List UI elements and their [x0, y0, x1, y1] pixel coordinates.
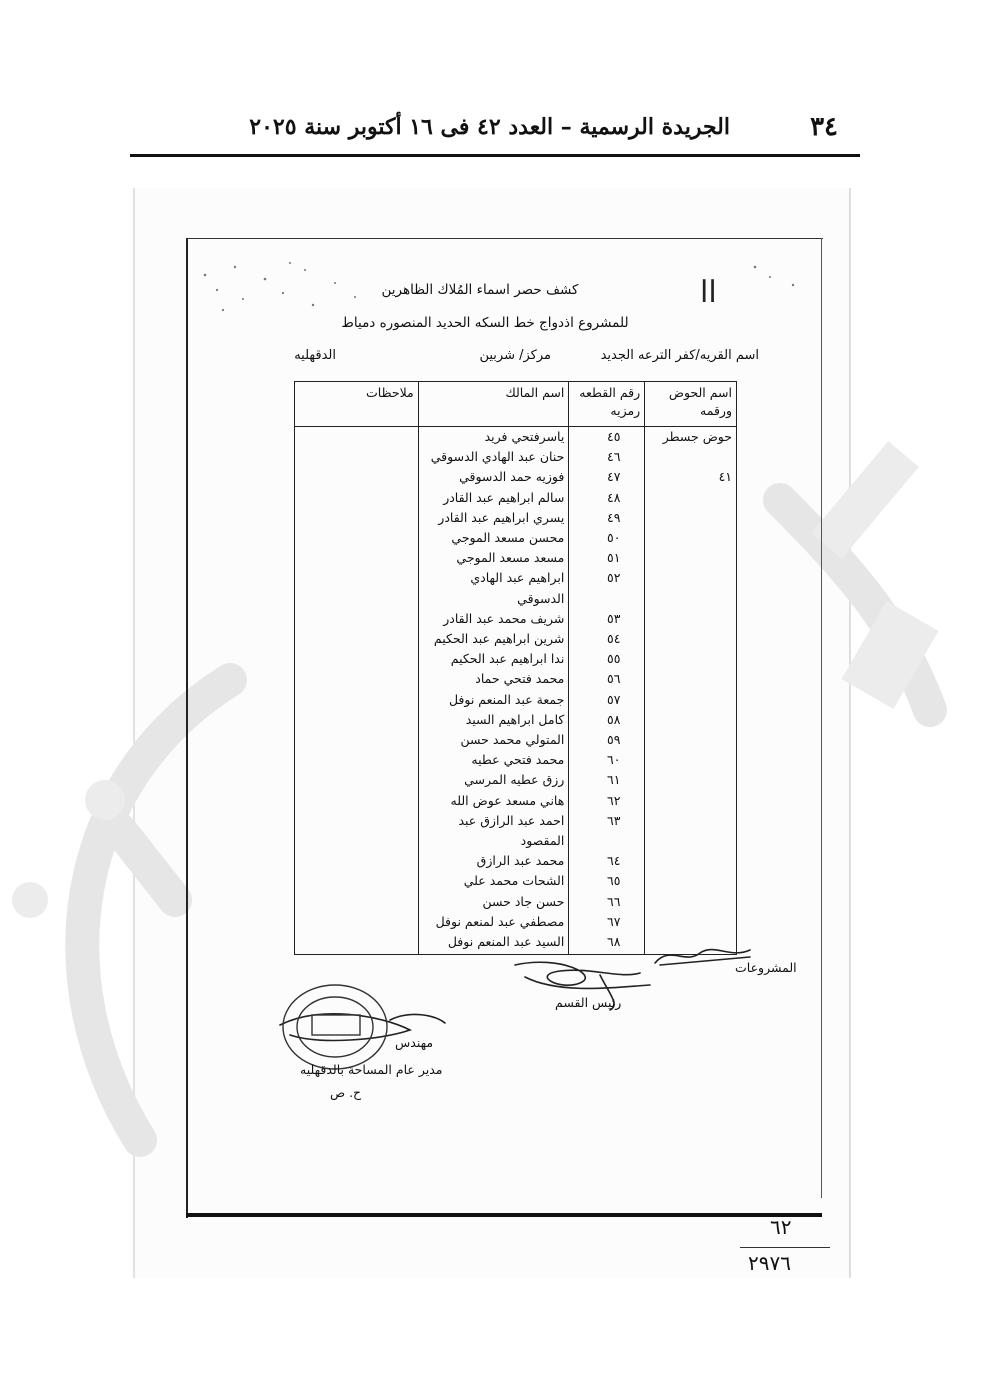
cell-plot: ٥٣	[569, 609, 645, 629]
cell-owner: مسعد مسعد الموجي	[418, 548, 569, 568]
table-row	[295, 568, 737, 608]
cell-notes	[295, 730, 419, 750]
table-row	[295, 690, 737, 710]
cell-plot: ٥٧	[569, 690, 645, 710]
cell-notes	[295, 710, 419, 730]
table-row	[295, 609, 737, 629]
table-row	[295, 669, 737, 689]
cell-plot: ٤٧	[569, 467, 645, 487]
cell-plot: ٤٩	[569, 508, 645, 528]
table-row	[295, 871, 737, 891]
cell-owner: جمعة عبد المنعم نوفل	[418, 690, 569, 710]
table-row	[295, 528, 737, 548]
column-header-notes: ملاحظات	[295, 382, 419, 427]
cell-plot: ٦٤	[569, 851, 645, 871]
cell-plot: ٥٤	[569, 629, 645, 649]
village-name: اسم القريه/كفر الترعه الجديد	[600, 348, 759, 363]
table-row	[295, 831, 737, 851]
handwritten-page-reference	[740, 1215, 830, 1285]
cell-notes	[295, 447, 419, 467]
column-header-basin: اسم الحوض ورقمه	[645, 382, 737, 427]
cell-basin	[645, 851, 737, 871]
cell-owner: الشحات محمد علي	[418, 871, 569, 891]
cell-notes	[295, 548, 419, 568]
cell-owner: هاني مسعد عوض الله	[418, 791, 569, 811]
document-frame	[821, 238, 822, 1198]
cell-plot: ٦١	[569, 770, 645, 790]
cell-basin	[645, 609, 737, 629]
cell-basin	[645, 669, 737, 689]
cell-owner: احمد عبد الرازق عبد	[418, 811, 569, 831]
district-name: مركز/ شربين	[479, 348, 551, 363]
cell-basin: حوض جسطر	[645, 427, 737, 448]
section-head-label: رئيس القسم	[555, 995, 622, 1010]
survey-handwritten-note: ح. ص	[330, 1085, 362, 1100]
table-row	[295, 892, 737, 912]
document-frame	[186, 238, 188, 1218]
cell-owner: يسري ابراهيم عبد القادر	[418, 508, 569, 528]
cell-plot: ٥١	[569, 548, 645, 568]
cell-plot: ٥٠	[569, 528, 645, 548]
cell-basin	[645, 447, 737, 467]
cell-notes	[295, 467, 419, 487]
cell-plot: ٤٨	[569, 488, 645, 508]
table-row	[295, 427, 737, 448]
engineer-label: مهندس	[395, 1035, 434, 1050]
cell-plot	[569, 831, 645, 851]
cell-notes	[295, 690, 419, 710]
survey-director-label: مدير عام المساحة بالدقهليه	[300, 1062, 443, 1077]
cell-notes	[295, 750, 419, 770]
table-row	[295, 447, 737, 467]
table-row	[295, 791, 737, 811]
cell-notes	[295, 629, 419, 649]
cell-basin	[645, 770, 737, 790]
gazette-title: الجريدة الرسمية – العدد ٤٢ فى ١٦ أكتوبر سنة ٢٠٢٥	[249, 114, 730, 140]
cell-basin: ٤١	[645, 467, 737, 487]
cell-basin	[645, 750, 737, 770]
cell-plot: ٤٥	[569, 427, 645, 448]
cell-notes	[295, 912, 419, 932]
cell-owner: فوزيه حمد الدسوقي	[418, 467, 569, 487]
cell-basin	[645, 791, 737, 811]
cell-notes	[295, 892, 419, 912]
document-subtitle: للمشروع اذدواج خط السكه الحديد المنصوره دمياط	[341, 315, 629, 331]
table-row	[295, 488, 737, 508]
table-row	[295, 508, 737, 528]
cell-basin	[645, 690, 737, 710]
cell-plot: ٥٨	[569, 710, 645, 730]
cell-notes	[295, 851, 419, 871]
cell-owner: ياسرفتحي فريد	[418, 427, 569, 448]
page-number: ٣٤	[810, 112, 838, 142]
cell-plot: ٥٩	[569, 730, 645, 750]
cell-basin	[645, 548, 737, 568]
cell-notes	[295, 669, 419, 689]
footnote-upper: ٦٢	[770, 1215, 792, 1239]
table-header-row	[295, 382, 737, 427]
cell-owner: محمد فتحي عطيه	[418, 750, 569, 770]
cell-notes	[295, 811, 419, 831]
table-row	[295, 811, 737, 831]
cell-plot: ٦٣	[569, 811, 645, 831]
cell-plot: ٥٥	[569, 649, 645, 669]
cell-plot: ٦٢	[569, 791, 645, 811]
cell-notes	[295, 488, 419, 508]
cell-plot: ٦٠	[569, 750, 645, 770]
cell-notes	[295, 871, 419, 891]
cell-notes	[295, 568, 419, 608]
cell-owner: شريف محمد عبد القادر	[418, 609, 569, 629]
cell-owner: محمد فتحي حماد	[418, 669, 569, 689]
document-frame	[186, 1213, 822, 1217]
table-row	[295, 467, 737, 487]
table-row	[295, 629, 737, 649]
cell-basin	[645, 649, 737, 669]
cell-basin	[645, 488, 737, 508]
cell-notes	[295, 791, 419, 811]
cell-owner: سالم ابراهيم عبد القادر	[418, 488, 569, 508]
governorate-name: الدقهليه	[294, 348, 336, 363]
cell-notes	[295, 831, 419, 851]
cell-plot: ٦٥	[569, 871, 645, 891]
page-corner-mark: اا	[700, 275, 717, 310]
cell-owner: المتولي محمد حسن	[418, 730, 569, 750]
cell-basin	[645, 730, 737, 750]
cell-plot: ٥٢	[569, 568, 645, 608]
table-row	[295, 912, 737, 932]
gazette-header	[130, 112, 860, 156]
cell-owner: مصطفي عبد لمنعم نوفل	[418, 912, 569, 932]
cell-basin	[645, 871, 737, 891]
table-row	[295, 548, 737, 568]
cell-basin	[645, 892, 737, 912]
cell-notes	[295, 609, 419, 629]
cell-notes	[295, 649, 419, 669]
table-row	[295, 649, 737, 669]
signature-scribbles	[260, 935, 780, 1105]
cell-plot: ٦٨	[569, 932, 645, 955]
cell-owner: السيد عبد المنعم نوفل	[418, 932, 569, 955]
header-rule	[130, 154, 860, 157]
table-row	[295, 851, 737, 871]
cell-basin	[645, 710, 737, 730]
cell-basin	[645, 528, 737, 548]
cell-plot: ٤٦	[569, 447, 645, 467]
footnote-rule	[740, 1247, 830, 1248]
cell-basin	[645, 508, 737, 528]
document-frame	[186, 238, 823, 239]
column-header-owner: اسم المالك	[418, 382, 569, 427]
cell-basin	[645, 629, 737, 649]
footnote-lower: ٢٩٧٦	[748, 1251, 791, 1275]
cell-owner: ابراهيم عبد الهادي الدسوقي	[418, 568, 569, 608]
table-row	[295, 730, 737, 750]
cell-plot: ٥٦	[569, 669, 645, 689]
cell-basin	[645, 811, 737, 831]
document-title: كشف حصر اسماء المُلاك الظاهرين	[381, 282, 579, 298]
cell-plot: ٦٦	[569, 892, 645, 912]
column-header-plot: رقم القطعه رمزيه	[569, 382, 645, 427]
table-row	[295, 710, 737, 730]
cell-notes	[295, 427, 419, 448]
cell-basin	[645, 568, 737, 608]
cell-owner: محسن مسعد الموجي	[418, 528, 569, 548]
cell-notes	[295, 508, 419, 528]
table-row	[295, 750, 737, 770]
table-row	[295, 770, 737, 790]
cell-owner: المقصود	[418, 831, 569, 851]
cell-owner: رزق عطيه المرسي	[418, 770, 569, 790]
cell-notes	[295, 770, 419, 790]
projects-signature-label: المشروعات	[735, 960, 797, 975]
cell-owner: كامل ابراهيم السيد	[418, 710, 569, 730]
cell-basin	[645, 912, 737, 932]
cell-owner: محمد عبد الرازق	[418, 851, 569, 871]
cell-plot: ٦٧	[569, 912, 645, 932]
cell-notes	[295, 528, 419, 548]
cell-owner: حنان عبد الهادي الدسوقي	[418, 447, 569, 467]
cell-owner: شرين ابراهيم عبد الحكيم	[418, 629, 569, 649]
cell-owner: ندا ابراهيم عبد الحكيم	[418, 649, 569, 669]
owners-table	[294, 381, 737, 955]
cell-owner: حسن جاد حسن	[418, 892, 569, 912]
cell-basin	[645, 831, 737, 851]
